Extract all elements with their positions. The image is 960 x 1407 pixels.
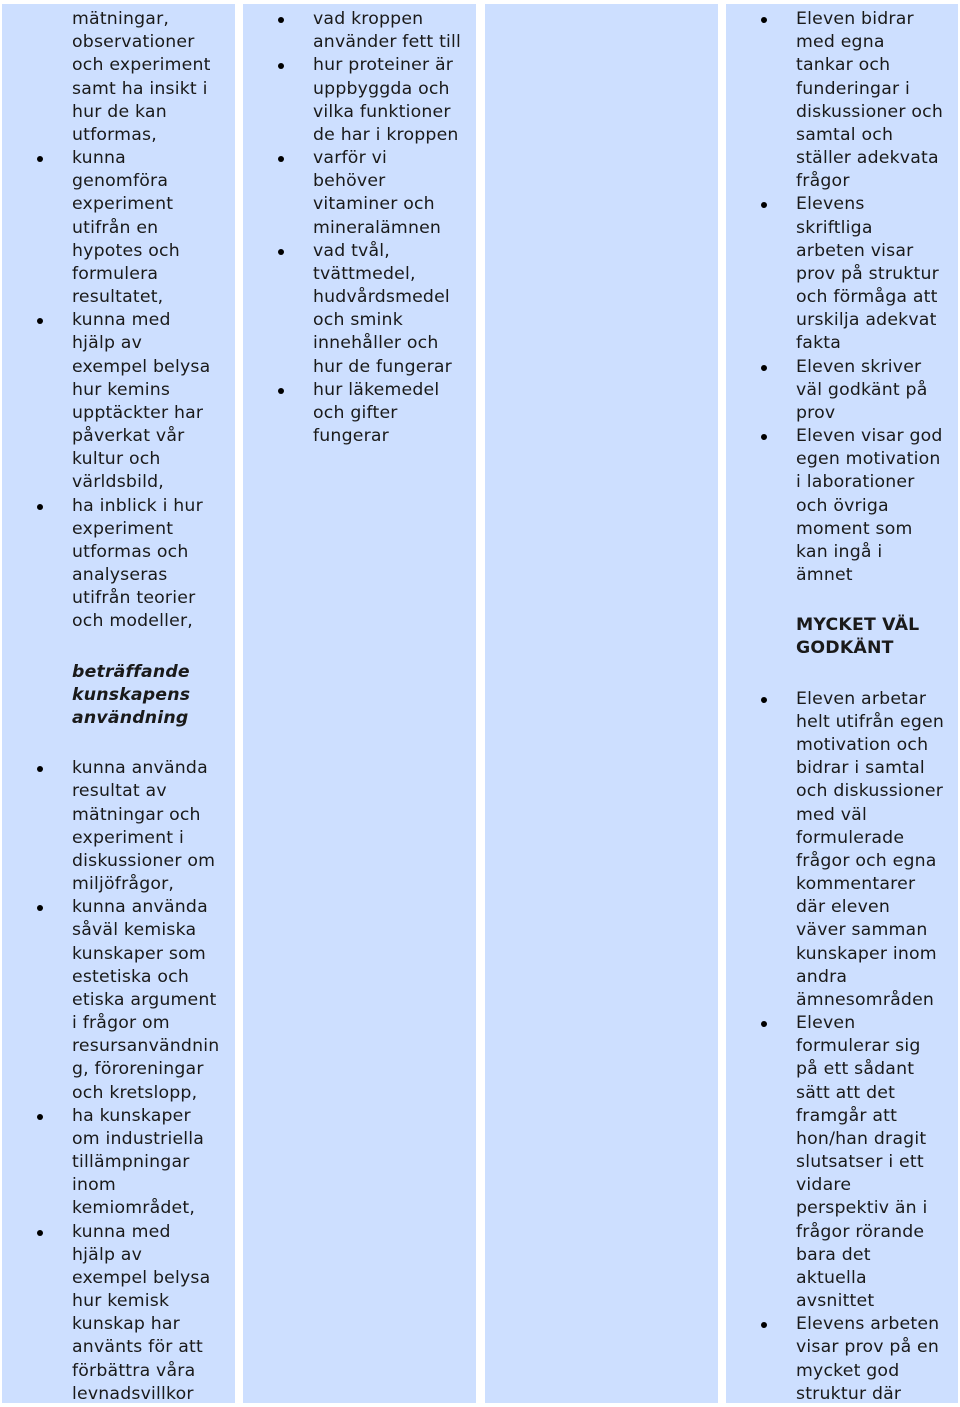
bullet-icon [37, 504, 43, 510]
bullet-icon [761, 17, 767, 23]
criteria-list-b [726, 688, 958, 1403]
bullet-icon [37, 905, 43, 911]
content-list [243, 8, 476, 448]
list-item: kunna med hjälp av exempel belysa hur kemins upptäckter har påverkat vår kultur och världsbild, [72, 309, 235, 494]
assessment-column [726, 4, 958, 1403]
bullet-icon [278, 156, 284, 162]
list-item: kunna använda resultat av mätningar och experiment i diskussioner om miljöfrågor, [72, 757, 235, 896]
bullet-icon [278, 249, 284, 255]
bullet-icon [761, 365, 767, 371]
bullet-icon [761, 1322, 767, 1328]
list-item: Eleven visar god egen motivation i laborationer och övriga moment som kan ingå i ämnet [796, 425, 958, 587]
bullet-icon [37, 766, 43, 772]
list-item: Eleven arbetar helt utifrån egen motivation och bidrar i samtal och diskussioner med väl formulerade frågor och egna kommentarer där eleven väver samman kunskaper inom andra ämnesområden [796, 688, 958, 1012]
bullet-icon [761, 1021, 767, 1027]
list-item: vad kroppen använder fett till [313, 8, 476, 54]
list-item: ha inblick i hur experiment utformas och analyseras utifrån teorier och modeller, [72, 495, 235, 634]
bullet-icon [37, 1114, 43, 1120]
list-item: hur läkemedel och gifter fungerar [313, 379, 476, 449]
list-item: ha kunskaper om industriella tillämpningar inom kemiområdet, [72, 1105, 235, 1221]
bullet-icon [37, 156, 43, 162]
bullet-icon [37, 318, 43, 324]
bullet-icon [278, 63, 284, 69]
list-item: kunna använda såväl kemiska kunskaper som estetiska och etiska argument i frågor om resursanvändnin g, föroreningar och kretslopp, [72, 896, 235, 1105]
list-item: kunna med hjälp av exempel belysa hur kemisk kunskap har använts för att förbättra våra levnadsvillkor [72, 1221, 235, 1403]
list-item: Elevens skriftliga arbeten visar prov på struktur och förmåga att urskilja adekvat fakta [796, 193, 958, 355]
list-item: Eleven formulerar sig på ett sådant sätt att det framgår att hon/han dragit slutsatser i ett vidare perspektiv än i frågor rörande bara det aktuella avsnittet [796, 1012, 958, 1313]
bullet-icon [761, 697, 767, 703]
list-item: hur proteiner är uppbyggda och vilka funktioner de har i kroppen [313, 54, 476, 147]
content-column [243, 4, 476, 1403]
list-item: Eleven bidrar med egna tankar och funderingar i diskussioner och samtal och ställer adekvata frågor [796, 8, 958, 193]
list-item: Eleven skriver väl godkänt på prov [796, 356, 958, 426]
intro-text: mätningar, observationer och experiment samt ha insikt i hur de kan utformas, [72, 9, 211, 145]
bullet-icon [761, 202, 767, 208]
empty-column [485, 4, 718, 1403]
bullet-icon [278, 388, 284, 394]
bullet-icon [37, 1230, 43, 1236]
list-item: Elevens arbeten visar prov på en mycket god struktur där [796, 1313, 958, 1403]
grade-heading: MYCKET VÄL GODKÄNT [796, 615, 920, 659]
bullet-icon [761, 434, 767, 440]
goals-list-a [2, 147, 235, 634]
bullet-icon [278, 17, 284, 23]
list-item: vad tvål, tvättmedel, hudvårdsmedel och smink innehåller och hur de fungerar [313, 240, 476, 379]
list-item: varför vi behöver vitaminer och mineralämnen [313, 147, 476, 240]
goals-column [2, 4, 235, 1403]
section-heading: beträffande kunskapens användning [72, 661, 191, 728]
goals-list-b [2, 757, 235, 1403]
criteria-list-a [726, 8, 958, 587]
list-item: kunna genomföra experiment utifrån en hypotes och formulera resultatet, [72, 147, 235, 309]
